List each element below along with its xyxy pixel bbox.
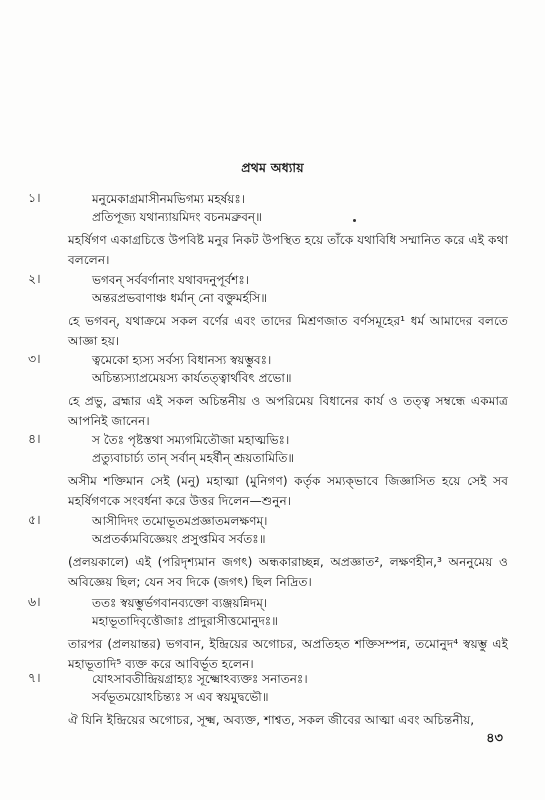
sanskrit-line-2: মহাভূতাদিবৃত্তৌজাঃ প্রাদুরাসীত্তমোনুদঃ॥ (92, 614, 278, 628)
verse-number: ২। (28, 271, 41, 286)
translation: অসীম শক্তিমান সেই (মনু) মহাত্মা (মুনিগণ) কর্তৃক সম্যক্‌ভাবে জিজ্ঞাসিত হয়ে সেই সব মহর্ষিগণকে সংবর্ধনা করে উত্তর দিলেন—শুনুন। (68, 474, 508, 508)
sanskrit-line-2: প্রতিপূজ্য যথান্যায়মিদং বচনমব্রুবন্‌॥ (92, 210, 262, 224)
verse-5 (28, 512, 508, 592)
sanskrit-line-1: আসীদিদং তমোভূতমপ্রজ্ঞাতমলক্ষণম্‌। (92, 514, 268, 528)
verse-7 (28, 670, 508, 730)
verse-3 (28, 351, 508, 431)
translation: হে প্রভু, ব্রহ্মার এই সকল অচিন্তনীয় ও অপরিমেয় বিধানের কার্য ও তত্ত্ব সম্বন্ধে একমাত্র আপনিই জানেন। (68, 394, 508, 428)
verse-2 (28, 271, 508, 351)
translation: মহর্ষিগণ একাগ্রচিত্তে উপবিষ্ট মনুর নিকট উপস্থিত হয়ে তাঁকে যথাবিধি সম্মানিত করে এই কথা বললেন। (68, 233, 508, 267)
sanskrit-line-1: মনুমেকাগ্রমাসীনমভিগম্য মহর্ষয়ঃ। (92, 192, 246, 206)
verse-number: ৩। (28, 351, 41, 366)
verse-6 (28, 594, 508, 674)
sanskrit-line-1: স তৈঃ পৃষ্টস্তথা সম্যগমিতৌজা মহাত্মভিঃ। (92, 433, 290, 447)
page-number: ৪৩ (486, 731, 503, 746)
sanskrit-line-1: ততঃ স্বয়ম্ভুর্ভগবানব্যক্তো ব্যঞ্জয়ন্নিদম্‌। (92, 596, 268, 610)
sanskrit-line-2: সর্বভূতময়োঽচিন্ত্যঃ স এব স্বয়মুদ্বভৌ॥ (92, 690, 269, 704)
sanskrit-line-2: অন্তরপ্রভবাণাঞ্চ ধর্মান্‌ নো বক্তুমর্হসি॥ (92, 291, 267, 305)
verse-1 (28, 190, 508, 270)
translation: ঐ যিনি ইন্দ্রিয়ের অগোচর, সূক্ষ্ম, অব্যক্ত, শাশ্বত, সকল জীবের আত্মা এবং অচিন্তনীয়, (68, 713, 475, 727)
verse-number: ৭। (28, 670, 41, 685)
verse-4 (28, 431, 508, 511)
sanskrit-line-2: অপ্রতর্ক্যমবিজ্ঞেয়ং প্রসুপ্তমিব সর্বতঃ॥ (92, 532, 266, 546)
verse-number: ৪। (28, 431, 41, 446)
translation: (প্রলয়কালে) এই (পরিদৃশ্যমান জগৎ) অন্ধকারাচ্ছন্ন, অপ্রজ্ঞাত², লক্ষণহীন,³ অননুমেয় ও অবিজ্ঞেয় ছিল; যেন সব দিকে (জগৎ) ছিল নিদ্রিত। (68, 555, 508, 589)
sanskrit-line-1: ত্বমেকো হ্যস্য সর্বস্য বিধানস্য স্বয়ম্ভুবঃ। (92, 353, 272, 367)
verse-number: ১। (28, 190, 41, 205)
verse-number: ৫। (28, 512, 41, 527)
translation: তারপর (প্রলয়ান্তর) ভগবান, ইন্দ্রিয়ের অগোচর, অপ্রতিহত শক্তিসম্পন্ন, তমোনুদ⁴ স্বয়ম্ভু এই মহাভূতাদি⁵ ব্যক্ত করে আবির্ভূত হলেন। (68, 637, 508, 671)
sanskrit-line-1: ভগবন্‌ সর্ববর্ণানাং যথাবদনুপূর্বশঃ। (92, 273, 250, 287)
sanskrit-line-1: যোঽসাবতীন্দ্রিয়গ্রাহ্যঃ সূক্ষ্মোঽব্যক্তঃ সনাতনঃ। (92, 672, 308, 686)
sanskrit-line-2: অচিন্ত্যস্যাপ্রমেয়স্য কার্যতত্ত্বার্থবিৎ প্রভো॥ (92, 371, 292, 385)
chapter-title: প্রথম অধ্যায় (241, 160, 304, 175)
translation: হে ভগবন্‌, যথাক্রমে সকল বর্ণের এবং তাদের মিশ্রণজাত বর্ণসমূহের¹ ধর্ম আমাদের বলতে আজ্ঞা হয়। (68, 314, 508, 348)
verse-number: ৬। (28, 594, 41, 609)
sanskrit-line-2: প্রত্যুবাচার্চ্য তান্‌ সর্বান্‌ মহর্ষীন্‌ শ্রূয়তামিতি॥ (92, 451, 295, 465)
